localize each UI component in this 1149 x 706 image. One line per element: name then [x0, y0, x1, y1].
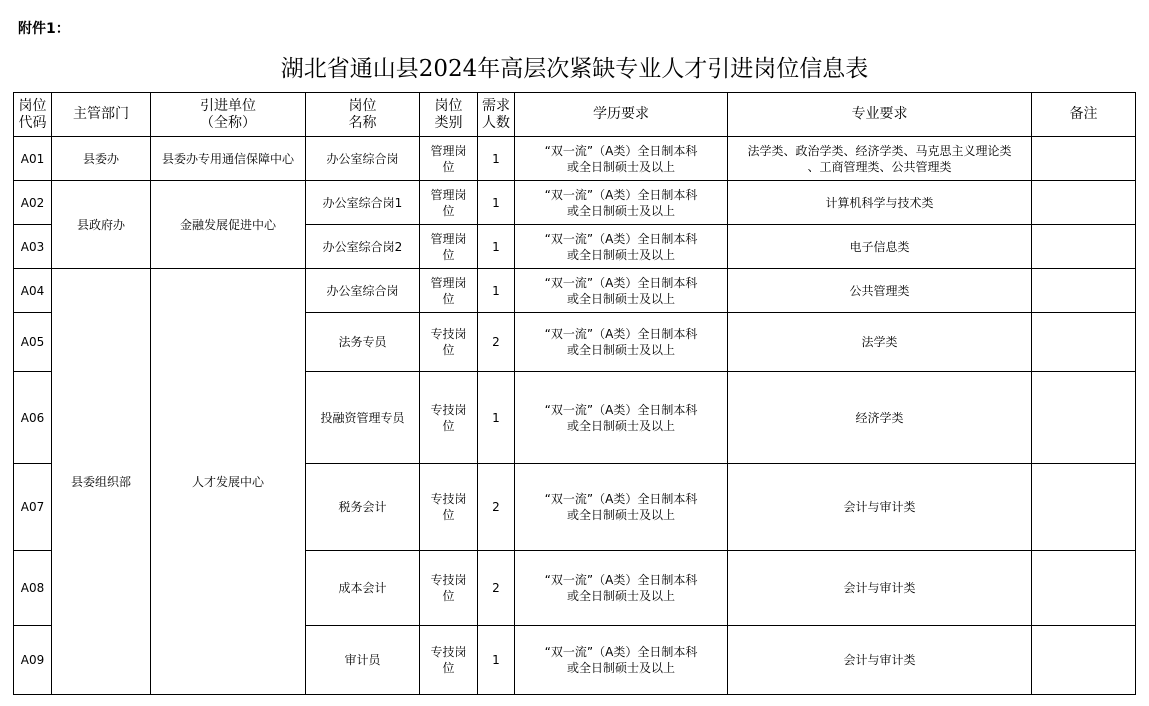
post-name: 办公室综合岗1 — [306, 181, 420, 225]
post-code: A02 — [14, 181, 52, 225]
post-code: A09 — [14, 626, 52, 695]
post-type: 专技岗 位 — [420, 372, 478, 464]
hiring-unit: 县委办专用通信保障中心 — [151, 137, 306, 181]
major-requirement: 公共管理类 — [728, 269, 1032, 313]
headcount: 1 — [478, 137, 515, 181]
header-department: 主管部门 — [52, 93, 151, 137]
remarks — [1032, 181, 1136, 225]
header-code: 岗位 代码 — [14, 93, 52, 137]
positions-table — [13, 92, 1136, 695]
post-name: 成本会计 — [306, 551, 420, 626]
post-name: 法务专员 — [306, 313, 420, 372]
headcount: 2 — [478, 313, 515, 372]
education-requirement: “双一流”（A类）全日制本科 或全日制硕士及以上 — [515, 626, 728, 695]
header-unit: 引进单位 （全称） — [151, 93, 306, 137]
education-requirement: “双一流”（A类）全日制本科 或全日制硕士及以上 — [515, 313, 728, 372]
table-row — [14, 269, 1136, 313]
post-name: 办公室综合岗2 — [306, 225, 420, 269]
remarks — [1032, 551, 1136, 626]
major-requirement: 会计与审计类 — [728, 551, 1032, 626]
education-requirement: “双一流”（A类）全日制本科 或全日制硕士及以上 — [515, 181, 728, 225]
post-type: 专技岗 位 — [420, 551, 478, 626]
post-type: 管理岗 位 — [420, 225, 478, 269]
major-requirement: 经济学类 — [728, 372, 1032, 464]
post-type: 管理岗 位 — [420, 269, 478, 313]
post-code: A07 — [14, 464, 52, 551]
header-education: 学历要求 — [515, 93, 728, 137]
post-type: 专技岗 位 — [420, 626, 478, 695]
post-name: 审计员 — [306, 626, 420, 695]
remarks — [1032, 269, 1136, 313]
remarks — [1032, 626, 1136, 695]
post-code: A04 — [14, 269, 52, 313]
post-name: 办公室综合岗 — [306, 137, 420, 181]
education-requirement: “双一流”（A类）全日制本科 或全日制硕士及以上 — [515, 269, 728, 313]
major-requirement: 会计与审计类 — [728, 626, 1032, 695]
headcount: 1 — [478, 372, 515, 464]
post-code: A03 — [14, 225, 52, 269]
header-post-type: 岗位 类别 — [420, 93, 478, 137]
post-type: 管理岗 位 — [420, 137, 478, 181]
header-row — [14, 93, 1136, 137]
post-code: A05 — [14, 313, 52, 372]
major-requirement: 法学类、政治学类、经济学类、马克思主义理论类 、工商管理类、公共管理类 — [728, 137, 1032, 181]
headcount: 2 — [478, 551, 515, 626]
post-name: 投融资管理专员 — [306, 372, 420, 464]
hiring-unit: 金融发展促进中心 — [151, 181, 306, 269]
remarks — [1032, 372, 1136, 464]
header-count: 需求 人数 — [478, 93, 515, 137]
major-requirement: 电子信息类 — [728, 225, 1032, 269]
header-remarks: 备注 — [1032, 93, 1136, 137]
post-name: 办公室综合岗 — [306, 269, 420, 313]
department: 县政府办 — [52, 181, 151, 269]
education-requirement: “双一流”（A类）全日制本科 或全日制硕士及以上 — [515, 464, 728, 551]
header-post-name: 岗位 名称 — [306, 93, 420, 137]
remarks — [1032, 137, 1136, 181]
post-name: 税务会计 — [306, 464, 420, 551]
post-type: 专技岗 位 — [420, 313, 478, 372]
headcount: 1 — [478, 269, 515, 313]
education-requirement: “双一流”（A类）全日制本科 或全日制硕士及以上 — [515, 225, 728, 269]
post-code: A01 — [14, 137, 52, 181]
major-requirement: 计算机科学与技术类 — [728, 181, 1032, 225]
headcount: 1 — [478, 626, 515, 695]
department: 县委组织部 — [52, 269, 151, 695]
headcount: 2 — [478, 464, 515, 551]
post-type: 专技岗 位 — [420, 464, 478, 551]
education-requirement: “双一流”（A类）全日制本科 或全日制硕士及以上 — [515, 137, 728, 181]
remarks — [1032, 225, 1136, 269]
department: 县委办 — [52, 137, 151, 181]
attachment-label: 附件1： — [18, 21, 70, 37]
remarks — [1032, 464, 1136, 551]
document-title: 湖北省通山县2024年高层次紧缺专业人才引进岗位信息表 — [280, 56, 869, 82]
remarks — [1032, 313, 1136, 372]
education-requirement: “双一流”（A类）全日制本科 或全日制硕士及以上 — [515, 372, 728, 464]
education-requirement: “双一流”（A类）全日制本科 或全日制硕士及以上 — [515, 551, 728, 626]
post-code: A08 — [14, 551, 52, 626]
headcount: 1 — [478, 225, 515, 269]
post-type: 管理岗 位 — [420, 181, 478, 225]
header-major: 专业要求 — [728, 93, 1032, 137]
table-row — [14, 181, 1136, 225]
post-code: A06 — [14, 372, 52, 464]
table-row — [14, 137, 1136, 181]
major-requirement: 会计与审计类 — [728, 464, 1032, 551]
hiring-unit: 人才发展中心 — [151, 269, 306, 695]
major-requirement: 法学类 — [728, 313, 1032, 372]
headcount: 1 — [478, 181, 515, 225]
